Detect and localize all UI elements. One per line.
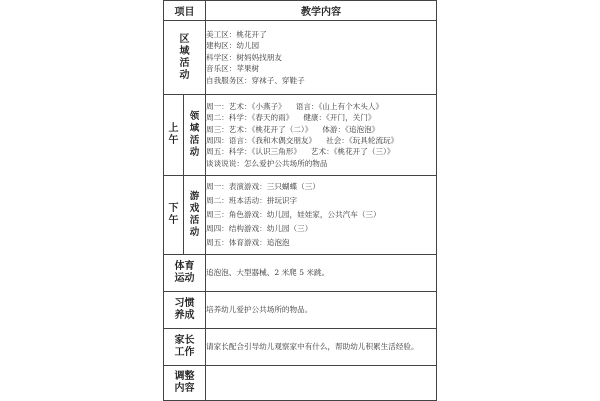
habits-row — [164, 292, 437, 329]
afternoon-label: 下 午 — [164, 176, 184, 255]
header-row — [164, 1, 437, 21]
parents-label: 家长 工作 — [164, 329, 206, 366]
afternoon-row — [164, 176, 437, 255]
morning-label: 上 午 — [164, 95, 184, 176]
header-content: 教学内容 — [206, 1, 437, 21]
domain-activity-label: 领 域 活 动 — [184, 95, 206, 176]
afternoon-content — [206, 176, 437, 255]
parents-text: 请家长配合引导幼儿观察家中有什么，帮助幼儿积累生活经验。 — [206, 342, 419, 352]
area-activity-content — [206, 21, 437, 95]
morning-line: 谈谈说说：怎么爱护公共场所的物品 — [206, 158, 328, 168]
parents-row — [164, 329, 437, 366]
morning-line: 周二：科学：《春天的雨》 健康：《开门，关门》 — [206, 113, 376, 123]
adjust-content — [206, 366, 437, 401]
area-line: 科学区：树妈妈找朋友 — [206, 52, 282, 62]
morning-line: 周四：语言：《我和木偶交朋友》 社会：《玩具轮流玩》 — [206, 136, 399, 145]
area-line: 音乐区：苹果树 — [206, 64, 260, 74]
weekly-plan-table — [163, 0, 437, 401]
afternoon-line: 周四：结构游戏：幼儿园（三） — [206, 224, 313, 233]
sports-content: 追泡泡、大型器械、2 米爬 5 米跳。 — [206, 255, 437, 292]
area-line: 建构区：幼儿园 — [206, 41, 260, 51]
habits-label: 习惯 养成 — [164, 292, 206, 329]
morning-line: 周三：艺术：《桃花开了（二）》 体游：《追泡泡》 — [206, 124, 380, 134]
morning-line: 周五：科学：《认识三角形》 艺术：《桃花开了（三）》 — [206, 147, 395, 157]
afternoon-line: 周一：表演游戏：三只蝴蝶（三） — [206, 182, 320, 191]
area-activity-row — [164, 21, 437, 95]
afternoon-line: 周二：班本活动：拼玩识字 — [206, 196, 298, 205]
game-activity-label: 游 戏 活 动 — [184, 176, 206, 255]
morning-row — [164, 95, 437, 176]
parents-content — [206, 329, 437, 366]
adjust-row — [164, 366, 437, 401]
morning-content — [206, 95, 437, 176]
adjust-label: 调整 内容 — [164, 366, 206, 401]
sports-row — [164, 255, 437, 292]
morning-line: 周一：艺术：《小燕子》 语言：《山上有个木头人》 — [206, 101, 384, 111]
sports-label: 体育 运动 — [164, 255, 206, 292]
afternoon-line: 周五：体育游戏：追泡泡 — [206, 238, 290, 247]
habits-content: 培养幼儿爱护公共场所的物品。 — [206, 292, 437, 329]
afternoon-line: 周三：角色游戏：幼儿园，娃娃家，公共汽车（三） — [206, 210, 381, 219]
area-line: 美工区：桃花开了 — [206, 29, 267, 39]
header-item: 项目 — [164, 1, 206, 21]
area-line: 自我服务区：穿袜子、穿鞋子 — [206, 75, 305, 85]
area-activity-label: 区 域 活 动 — [164, 21, 206, 95]
